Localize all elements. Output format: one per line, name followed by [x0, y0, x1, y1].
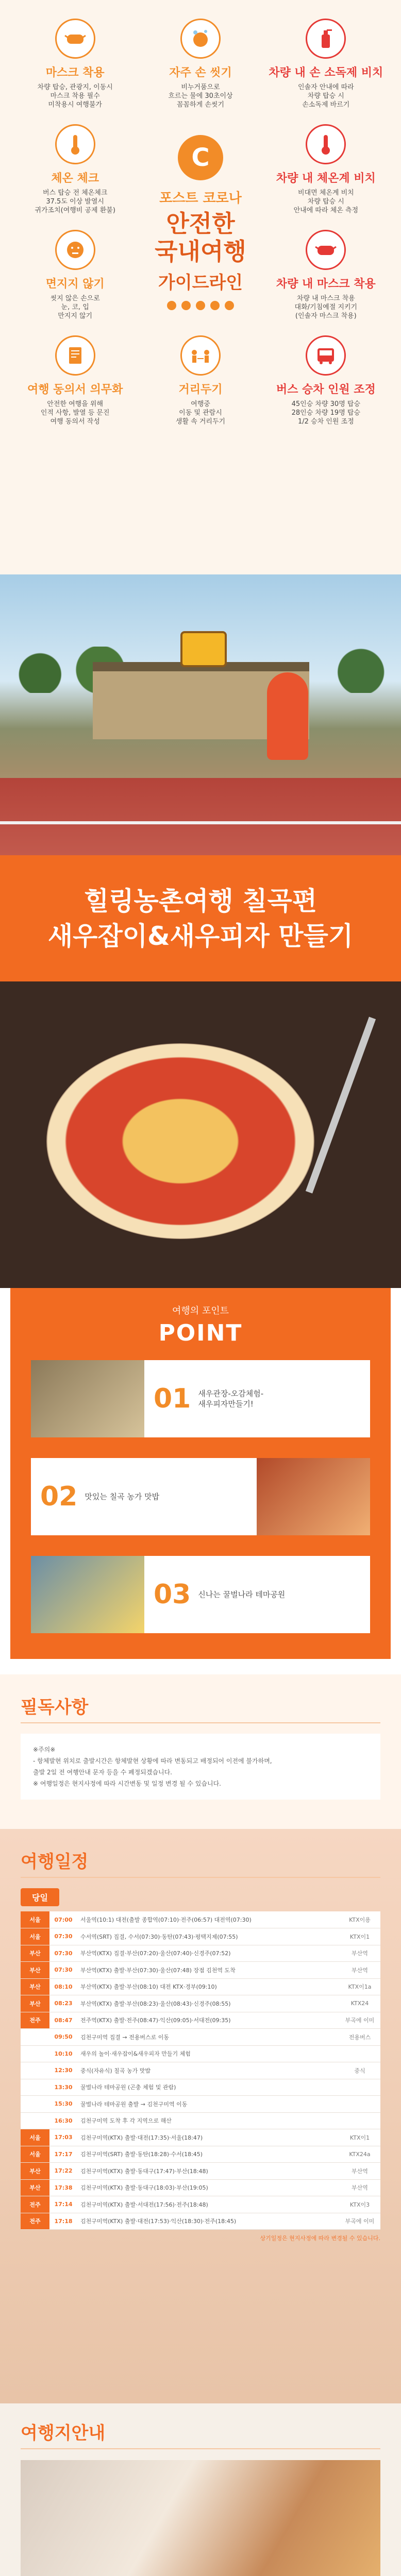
schedule-time: 08:47 — [49, 2012, 77, 2029]
schedule-desc: 꿀벌나라 테마공원 출발 → 김천구미역 이동 — [77, 2096, 339, 2113]
schedule-time: 17:18 — [49, 2213, 77, 2230]
guide-item-title: 버스 승차 인원 조정 — [276, 383, 376, 396]
schedule-time: 08:10 — [49, 1978, 77, 1995]
guide-item-distancing — [138, 328, 263, 434]
notice-box — [21, 1734, 380, 1800]
schedule-row — [21, 1911, 380, 1928]
point-number: 03 — [154, 1579, 191, 1610]
point-photo — [31, 1556, 144, 1633]
schedule-row — [21, 2062, 380, 2079]
schedule-time: 09:50 — [49, 2029, 77, 2046]
point-text: 신나는 꿀벌나라 테마공원 — [198, 1590, 286, 1599]
guide-item-hand-wash — [138, 11, 263, 117]
schedule-row — [21, 2213, 380, 2230]
points-title: POINT — [158, 1320, 243, 1346]
schedule-desc: 새우의 놀이·새우잡이&새우피자 만들기 체험 — [77, 2045, 339, 2062]
point-item — [31, 1556, 370, 1633]
mascot-statue — [267, 672, 308, 760]
point-text: 새우관장-오감체험- 새우피자만들기! — [198, 1389, 264, 1409]
schedule-row — [21, 1978, 380, 1995]
schedule-time: 16:30 — [49, 2112, 77, 2129]
schedule-region: 서울 — [21, 1911, 49, 1928]
schedule-remark: KTX24 — [339, 1995, 380, 2012]
schedule-desc: 부산역(KTX) 집결·부산(07:20)·울산(07:40)·신경주(07:52) — [77, 1945, 339, 1962]
schedule-remark: KTX24a — [339, 2146, 380, 2163]
guide-item-title: 거리두기 — [178, 383, 223, 396]
guide-item-bus-capacity — [263, 328, 389, 434]
schedule-region — [21, 2062, 49, 2079]
schedule-remark — [339, 2112, 380, 2129]
guide-item-desc: 차량 탑승, 관광지, 이동시 마스크 착용 필수 미착용시 여행불가 — [37, 83, 113, 109]
schedule-row — [21, 2045, 380, 2062]
schedule-region: 서울 — [21, 1928, 49, 1945]
schedule-region — [21, 2079, 49, 2096]
schedule-region: 부산 — [21, 1978, 49, 1995]
tour-title-line1: 힐링농촌여행 칠곡편 — [83, 886, 318, 916]
schedule-region — [21, 2112, 49, 2129]
schedule-region: 전주 — [21, 2213, 49, 2230]
covid-guideline-section — [0, 0, 401, 574]
schedule-desc: 꿀벌나라 테마공원 (곤충 체험 및 관람) — [77, 2079, 339, 2096]
schedule-region — [21, 2029, 49, 2046]
schedule-desc: 수서역(SRT) 집결, 수서(07:30)·동탄(07:43)·평택지제(07:55) — [77, 1928, 339, 1945]
schedule-time: 17:14 — [49, 2196, 77, 2213]
guide-item-desc: 안전한 여행을 위해 인적 사항, 발열 등 문진 여행 동의서 작성 — [40, 400, 110, 426]
guide-item-sanitizer — [263, 11, 389, 117]
schedule-remark — [339, 2079, 380, 2096]
shrimp-pizza-photo — [0, 981, 401, 1288]
schedule-remark: KTX이1 — [339, 2129, 380, 2146]
document-icon — [55, 335, 95, 376]
title-band — [0, 855, 401, 981]
schedule-time: 17:38 — [49, 2179, 77, 2196]
place-photo — [21, 2460, 380, 2576]
point-item — [31, 1360, 370, 1437]
schedule-region: 서울 — [21, 2129, 49, 2146]
guide-item-title: 차량 내 마스크 착용 — [276, 278, 376, 291]
schedule-remark: 부산역 — [339, 2163, 380, 2180]
notice-line: 출발 2일 전 여행안내 문자 등을 수 폐정되겠습니다. — [33, 1769, 172, 1776]
schedule-region: 부산 — [21, 1995, 49, 2012]
schedule-row — [21, 2112, 380, 2129]
schedule-remark: KTX이3 — [339, 2196, 380, 2213]
schedule-remark: 부곡에 이미 — [339, 2213, 380, 2230]
guide-item-desc: 비대면 체온계 비치 차량 탑승 시 안내에 따라 체온 측정 — [293, 189, 359, 214]
guide-item-title: 차량 내 손 소독제 비치 — [269, 66, 383, 79]
guide-item-desc: 씻지 않은 손으로 눈, 코, 입 만지지 않기 — [50, 295, 100, 320]
schedule-region: 서울 — [21, 2146, 49, 2163]
guideline-poster — [138, 117, 263, 328]
poster-sub-title: 가이드라인 — [158, 273, 243, 293]
hand-wash-icon — [180, 19, 221, 59]
places-section — [0, 2403, 401, 2576]
schedule-remark: KTX이1a — [339, 1978, 380, 1995]
point-number: 02 — [40, 1481, 78, 1512]
guide-item-mask — [12, 11, 138, 117]
schedule-region: 부산 — [21, 1962, 49, 1979]
schedule-remark: 부산역 — [339, 1945, 380, 1962]
schedule-time: 17:03 — [49, 2129, 77, 2146]
guide-item-mask-in-bus — [263, 223, 389, 328]
schedule-row — [21, 2179, 380, 2196]
schedule-region: 부산 — [21, 2179, 49, 2196]
guide-item-title: 자주 손 씻기 — [169, 66, 232, 79]
guide-item-title: 면지지 않기 — [45, 278, 105, 291]
schedule-remark — [339, 2045, 380, 2062]
schedule-time: 15:30 — [49, 2096, 77, 2113]
schedule-desc: 김천구미역(KTX) 출발·대전(17:53)·익산(18:30)·전주(18:45) — [77, 2213, 339, 2230]
decor-dots — [167, 301, 234, 310]
bus-icon — [306, 335, 346, 376]
point-photo — [31, 1360, 144, 1437]
schedule-desc: 김천구미역(KTX) 출발·동대구(17:47)·부산(18:48) — [77, 2163, 339, 2180]
guide-item-desc: 인솔자 안내에 따라 차량 탑승 시 손소독제 바르기 — [297, 83, 354, 109]
sanitizer-icon — [306, 19, 346, 59]
guide-item-no-touch-face — [12, 223, 138, 328]
schedule-desc: 중식(자유식) 칠곡 농가 맛밥 — [77, 2062, 339, 2079]
places-title: 여행지안내 — [21, 2423, 106, 2444]
schedule-remark: KTX이용 — [339, 1911, 380, 1928]
guide-item-desc: 버스 탑승 전 체온체크 37.5도 이상 발열시 귀가조치(여행비 공제 환불) — [35, 189, 115, 214]
notice-section — [0, 1674, 401, 1829]
guide-item-desc: 여행중 이동 및 관람시 생활 속 거리두기 — [175, 400, 226, 426]
schedule-desc: 김천구미역(KTX) 출발·동대구(18:03)·부산(19:05) — [77, 2179, 339, 2196]
schedule-remark: 부산역 — [339, 1962, 380, 1979]
schedule-remark: 전용버스 — [339, 2029, 380, 2046]
guide-item-consent-form — [12, 328, 138, 434]
schedule-region: 부산 — [21, 2163, 49, 2180]
schedule-row — [21, 2196, 380, 2213]
day-tab: 당일 — [21, 1888, 59, 1906]
points-subtitle: 여행의 포인트 — [172, 1306, 229, 1316]
schedule-desc: 김천구미역 도착 후 각 지역으로 해산 — [77, 2112, 339, 2129]
schedule-region — [21, 2045, 49, 2062]
notice-line: - 항체발현 위치로 출발시간은 항체발현 상황에 따라 변동되고 배정되어 이전에 불가하며, — [33, 1757, 272, 1765]
point-photo — [257, 1458, 370, 1535]
schedule-time: 08:23 — [49, 1995, 77, 2012]
schedule-row — [21, 2163, 380, 2180]
schedule-row — [21, 1928, 380, 1945]
schedule-region: 전주 — [21, 2012, 49, 2029]
notice-line: ※주의※ — [33, 1746, 56, 1753]
poster-main-title: 안전한 국내여행 — [155, 210, 246, 265]
schedule-row — [21, 1962, 380, 1979]
schedule-desc: 김천구미역(KTX) 출발·서대전(17:56)·전주(18:48) — [77, 2196, 339, 2213]
notice-title: 필독사항 — [21, 1697, 89, 1718]
schedule-row — [21, 2012, 380, 2029]
guide-item-title: 마스크 착용 — [45, 66, 105, 79]
schedule-desc: 김천구미역(KTX) 출발·대전(17:35)·서울(18:47) — [77, 2129, 339, 2146]
hero-photo-bee-park — [0, 574, 401, 855]
guide-item-thermometer-in-bus — [263, 117, 389, 223]
tour-title-line2: 새우잡이&새우피자 만들기 — [47, 921, 354, 951]
guide-item-title: 여행 동의서 의무화 — [27, 383, 123, 396]
guide-item-desc: 45인승 차량 30명 탑승 28인승 차량 19명 탑승 1/2 승차 인원 조정 — [291, 400, 361, 426]
notice-line: ※ 여행일정은 현지사정에 따라 시간변동 및 일정 변경 될 수 있습니다. — [33, 1780, 221, 1787]
schedule-region: 부산 — [21, 1945, 49, 1962]
guide-item-title: 차량 내 체온계 비치 — [276, 172, 376, 185]
schedule-row — [21, 2096, 380, 2113]
schedule-desc: 김천구미역(SRT) 출발·동탄(18:28)·수서(18:45) — [77, 2146, 339, 2163]
schedule-time: 10:10 — [49, 2045, 77, 2062]
schedule-time: 13:30 — [49, 2079, 77, 2096]
schedule-table — [21, 1911, 380, 2230]
schedule-desc: 전주역(KTX) 출발·전주(08:47)·익산(09:05)·서대전(09:35) — [77, 2012, 339, 2029]
thermometer-icon — [306, 124, 346, 164]
schedule-time: 17:17 — [49, 2146, 77, 2163]
guide-item-temperature-check — [12, 117, 138, 223]
face-icon — [55, 230, 95, 270]
poster-label: 포스트 코로나 — [159, 191, 242, 206]
corona-badge: C — [178, 135, 223, 180]
schedule-title: 여행일정 — [21, 1852, 89, 1872]
mask-icon — [55, 19, 95, 59]
guide-item-desc: 차량 내 마스크 착용 대화/기침예절 지키기 (인솔자 마스크 착용) — [294, 295, 358, 320]
schedule-row — [21, 2129, 380, 2146]
schedule-section — [0, 1829, 401, 2403]
point-text: 맛있는 칠곡 농가 맛밥 — [85, 1492, 160, 1501]
schedule-time: 07:30 — [49, 1945, 77, 1962]
schedule-remark: 중식 — [339, 2062, 380, 2079]
point-number: 01 — [154, 1383, 191, 1414]
distance-icon — [180, 335, 221, 376]
schedule-row — [21, 2079, 380, 2096]
guide-item-desc: 비누거품으로 흐르는 물에 30초이상 꼼꼼하게 손씻기 — [168, 83, 233, 109]
schedule-note: 상기일정은 현지사정에 따라 변경될 수 있습니다. — [260, 2235, 380, 2242]
schedule-desc: 부산역(KTX) 출발·부산(07:30)·울산(07:48) 장점 김천역 도착 — [77, 1962, 339, 1979]
mask-icon — [306, 230, 346, 270]
schedule-remark — [339, 2096, 380, 2113]
park-sign — [180, 631, 227, 667]
points-section — [0, 1288, 401, 1674]
schedule-region: 전주 — [21, 2196, 49, 2213]
schedule-desc: 부산역(KTX) 출발·부산(08:10) 대전 KTX·경부(09:10) — [77, 1978, 339, 1995]
point-item — [31, 1458, 370, 1535]
schedule-remark: 부산역 — [339, 2179, 380, 2196]
schedule-desc: 서울역(10:1) 대전(출발 종합역(07:10)·전주(06:57) 대전역(07:30) — [77, 1911, 339, 1928]
schedule-row — [21, 1995, 380, 2012]
schedule-time: 12:30 — [49, 2062, 77, 2079]
schedule-time: 07:30 — [49, 1928, 77, 1945]
schedule-row — [21, 2029, 380, 2046]
schedule-row — [21, 2146, 380, 2163]
schedule-row — [21, 1945, 380, 1962]
guide-item-title: 체온 체크 — [51, 172, 99, 185]
schedule-remark: KTX이1 — [339, 1928, 380, 1945]
schedule-desc: 부산역(KTX) 출발·부산(08:23)·울산(08:43)·신경주(08:55) — [77, 1995, 339, 2012]
schedule-remark: 부곡에 이미 — [339, 2012, 380, 2029]
schedule-time: 07:30 — [49, 1962, 77, 1979]
schedule-time: 07:00 — [49, 1911, 77, 1928]
schedule-region — [21, 2096, 49, 2113]
schedule-desc: 김천구미역 집결 → 전용버스로 이동 — [77, 2029, 339, 2046]
thermometer-icon — [55, 124, 95, 164]
schedule-time: 17:22 — [49, 2163, 77, 2180]
